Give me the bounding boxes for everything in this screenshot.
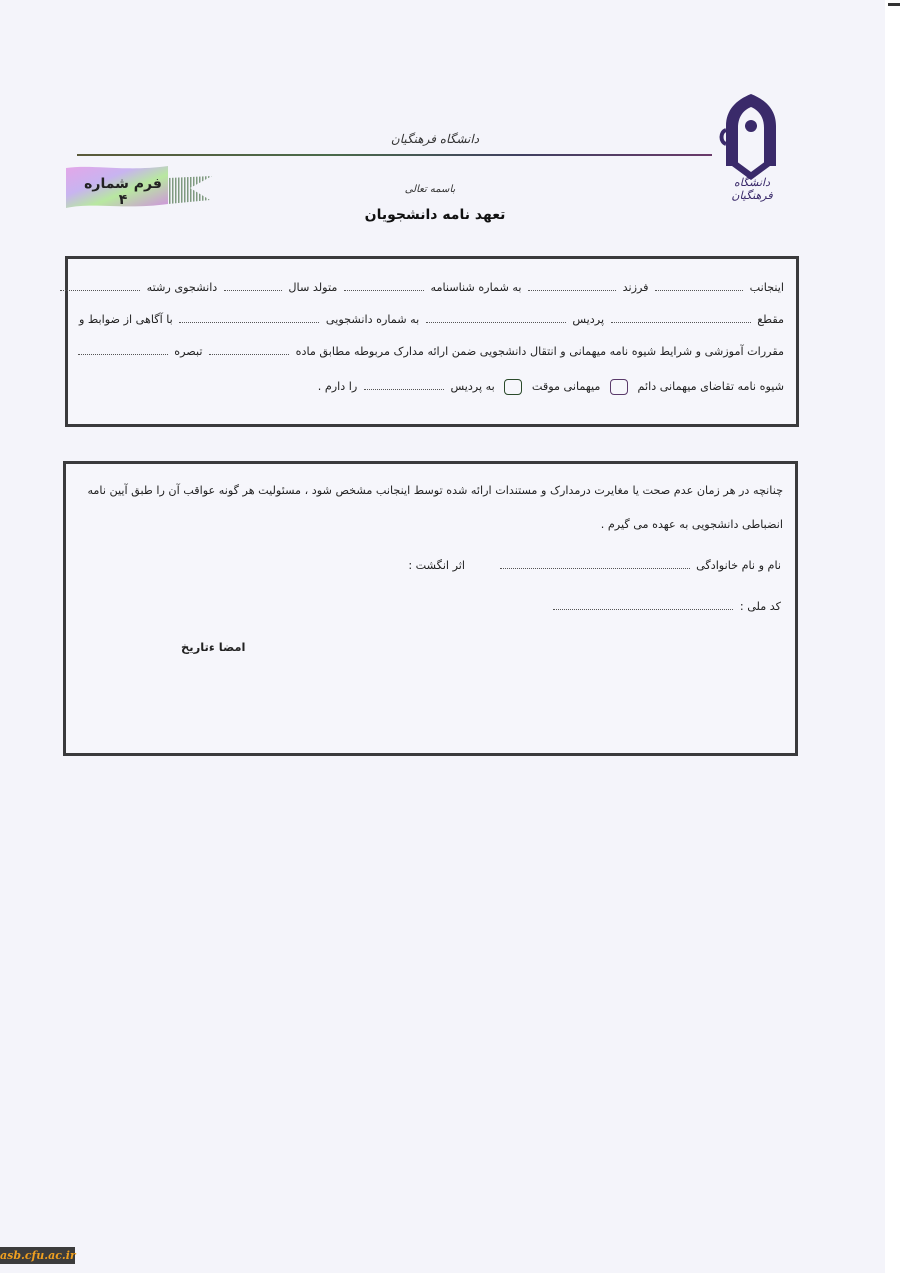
destination-campus-field[interactable]	[364, 381, 444, 390]
header-rule	[77, 154, 712, 156]
university-name: دانشگاه فرهنگیان	[390, 132, 480, 146]
id-number-field[interactable]	[344, 282, 424, 291]
field-of-study-field[interactable]	[60, 282, 140, 291]
article-field[interactable]	[209, 346, 289, 355]
degree-field[interactable]	[611, 314, 751, 323]
scan-edge-mark	[888, 3, 900, 6]
label-id-number: به شماره شناسنامه	[430, 281, 522, 294]
label-regulations: مقررات آموزشی و شرایط شیوه نامه میهمانی و انتقال دانشجویی ضمن ارائه مدارک مربوطه مطابق ماده	[295, 345, 784, 358]
label-birth-year: متولد سال	[288, 281, 338, 294]
label-note: تبصره	[174, 345, 203, 358]
student-number-field[interactable]	[179, 314, 319, 323]
applicant-name-field[interactable]	[655, 282, 743, 291]
label-temporary-guest: میهمانی موقت	[531, 380, 601, 393]
logo-caption: دانشگاه فرهنگیان	[731, 176, 773, 202]
national-id-field[interactable]	[553, 601, 733, 610]
form-number-label: فرم شماره ۴	[84, 176, 162, 208]
label-applicant: اینجانب	[749, 281, 784, 294]
form-line-3	[84, 345, 784, 358]
name-row	[497, 559, 782, 572]
label-campus: پردیس	[572, 313, 605, 326]
father-name-field[interactable]	[528, 282, 616, 291]
label-student-number: به شماره دانشجویی	[325, 313, 420, 326]
label-to-campus: به پردیس	[450, 380, 495, 393]
label-full-name: نام و نام خانوادگی	[696, 559, 781, 572]
temporary-guest-checkbox[interactable]	[504, 379, 522, 395]
form-line-1	[84, 281, 784, 294]
commitment-box	[63, 461, 798, 756]
commitment-paragraph-line-1: چنانچه در هر زمان عدم صحت یا مغایرت درمدارک و مستندات ارائه شده توسط اینجانب مشخص شود ، مسئولیت هر گونه عواقب آن را طبق آیین نامه	[87, 484, 783, 497]
label-request-end: را دارم .	[317, 380, 358, 393]
student-info-box	[65, 256, 799, 427]
commitment-paragraph-line-2: انضباطی دانشجویی به عهده می گیرم .	[600, 518, 783, 531]
full-name-field[interactable]	[500, 560, 690, 569]
birth-year-field[interactable]	[224, 282, 282, 291]
campus-field[interactable]	[426, 314, 566, 323]
label-degree: مقطع	[757, 313, 784, 326]
note-field[interactable]	[78, 346, 168, 355]
basmala: باسمه تعالی	[404, 184, 456, 195]
label-national-id: کد ملی :	[739, 600, 781, 613]
label-field-of-study: دانشجوی رشته	[146, 281, 218, 294]
signature-date-label: امضا ءتاریخ	[181, 640, 246, 654]
document-title: تعهد نامه دانشجویان	[364, 207, 506, 223]
page-edge	[885, 0, 900, 1273]
site-watermark: asb.cfu.ac.ir	[0, 1249, 76, 1262]
form-line-4	[84, 379, 784, 395]
form-line-2	[78, 313, 784, 326]
label-permanent-guest: شیوه نامه تقاضای میهمانی دائم	[637, 380, 784, 393]
permanent-guest-checkbox[interactable]	[610, 379, 628, 395]
label-child-of: فرزند	[622, 281, 649, 294]
label-fingerprint: اثر انگشت :	[408, 559, 465, 572]
label-awareness: با آگاهی از ضوابط و	[78, 313, 173, 326]
national-id-row	[550, 600, 781, 613]
